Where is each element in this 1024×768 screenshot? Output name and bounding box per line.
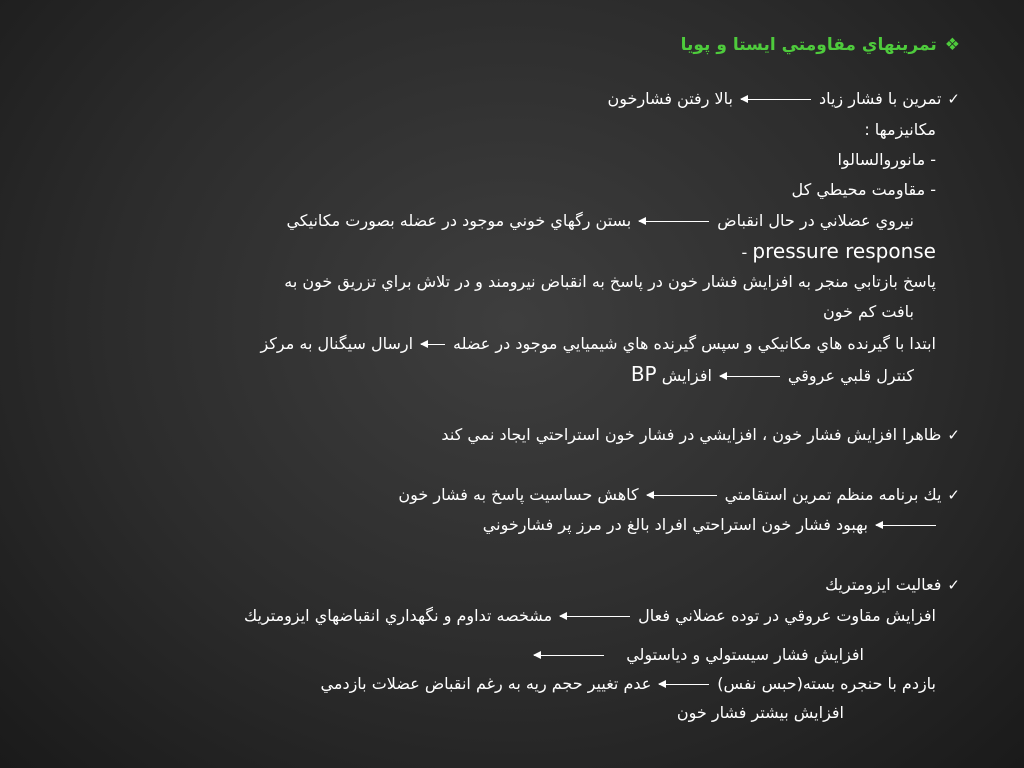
diamond-bullet-icon: ❖ [944,35,960,55]
bullet-line-14: ✓فعاليت ايزومتريك [825,575,960,594]
text-line-8: بافت كم خون [822,302,914,321]
text-line-10: كنترل قلبي عروقيافزايش BP [630,362,914,386]
check-icon: ✓ [947,90,960,108]
text-line-2: مكانيزمها : [864,120,936,139]
text-line-17: بازدم با حنجره بسته(حبس نفس)عدم تغيير حجم ريه به رغم انقباض عضلات بازدمي [320,674,936,693]
text-line-15: افزايش مقاوت عروقي در توده عضلاني فعالمشخصه تداوم و نگهداري انقباضهاي ايزومتريك [244,606,936,625]
text-line-9: ابتدا با گيرنده هاي مكانيكي و سپس گيرنده هاي شيميايي موجود در عضلهارسال سيگنال به مركز [260,334,936,353]
arrow-icon [639,221,709,222]
text-line-13: بهبود فشار خون استراحتي افراد بالغ در مرز پر فشارخوني [483,510,936,540]
slide-title [681,30,960,60]
check-icon: ✓ [947,426,960,444]
arrow-icon [534,655,604,656]
arrow-icon [647,495,717,496]
text-line-7: پاسخ بازتابي منجر به افزايش فشار خون در پاسخ به انقباض نيرومند و در تلاش براي تزريق خون به [284,272,936,291]
arrow-icon [876,525,936,526]
title-text: تمرينهاي مقاومتي ايستا و پويا [680,35,937,55]
text-line-18: افزايش بيشتر فشار خون [676,703,844,722]
bullet-line-1: ✓تمرين با فشار زيادبالا رفتن فشارخون [607,89,960,108]
text-line-3: - مانوروالسالوا [837,150,936,169]
text-line-5: نيروي عضلاني در حال انقباضبستن رگهاي خوني موجود در عضله بصورت مكانيكي [286,211,914,230]
text-line-16: افزايش فشار سيستولي و دياستولي [526,640,864,670]
arrow-icon [659,684,709,685]
check-icon: ✓ [947,576,960,594]
arrow-icon [720,376,780,377]
text-line-4: - مقاومت محيطي كل [791,180,936,199]
bullet-line-11: ✓ظاهرا افزايش فشار خون ، افزايشي در فشار خون استراحتي ايجاد نمي كند [441,425,960,444]
arrow-icon [741,99,811,100]
text-line-6: - pressure response [741,239,936,263]
bullet-line-12: ✓يك برنامه منظم تمرين استقامتيكاهش حساسيت پاسخ به فشار خون [398,485,960,504]
arrow-icon [560,616,630,617]
arrow-icon [421,344,445,345]
check-icon: ✓ [947,486,960,504]
